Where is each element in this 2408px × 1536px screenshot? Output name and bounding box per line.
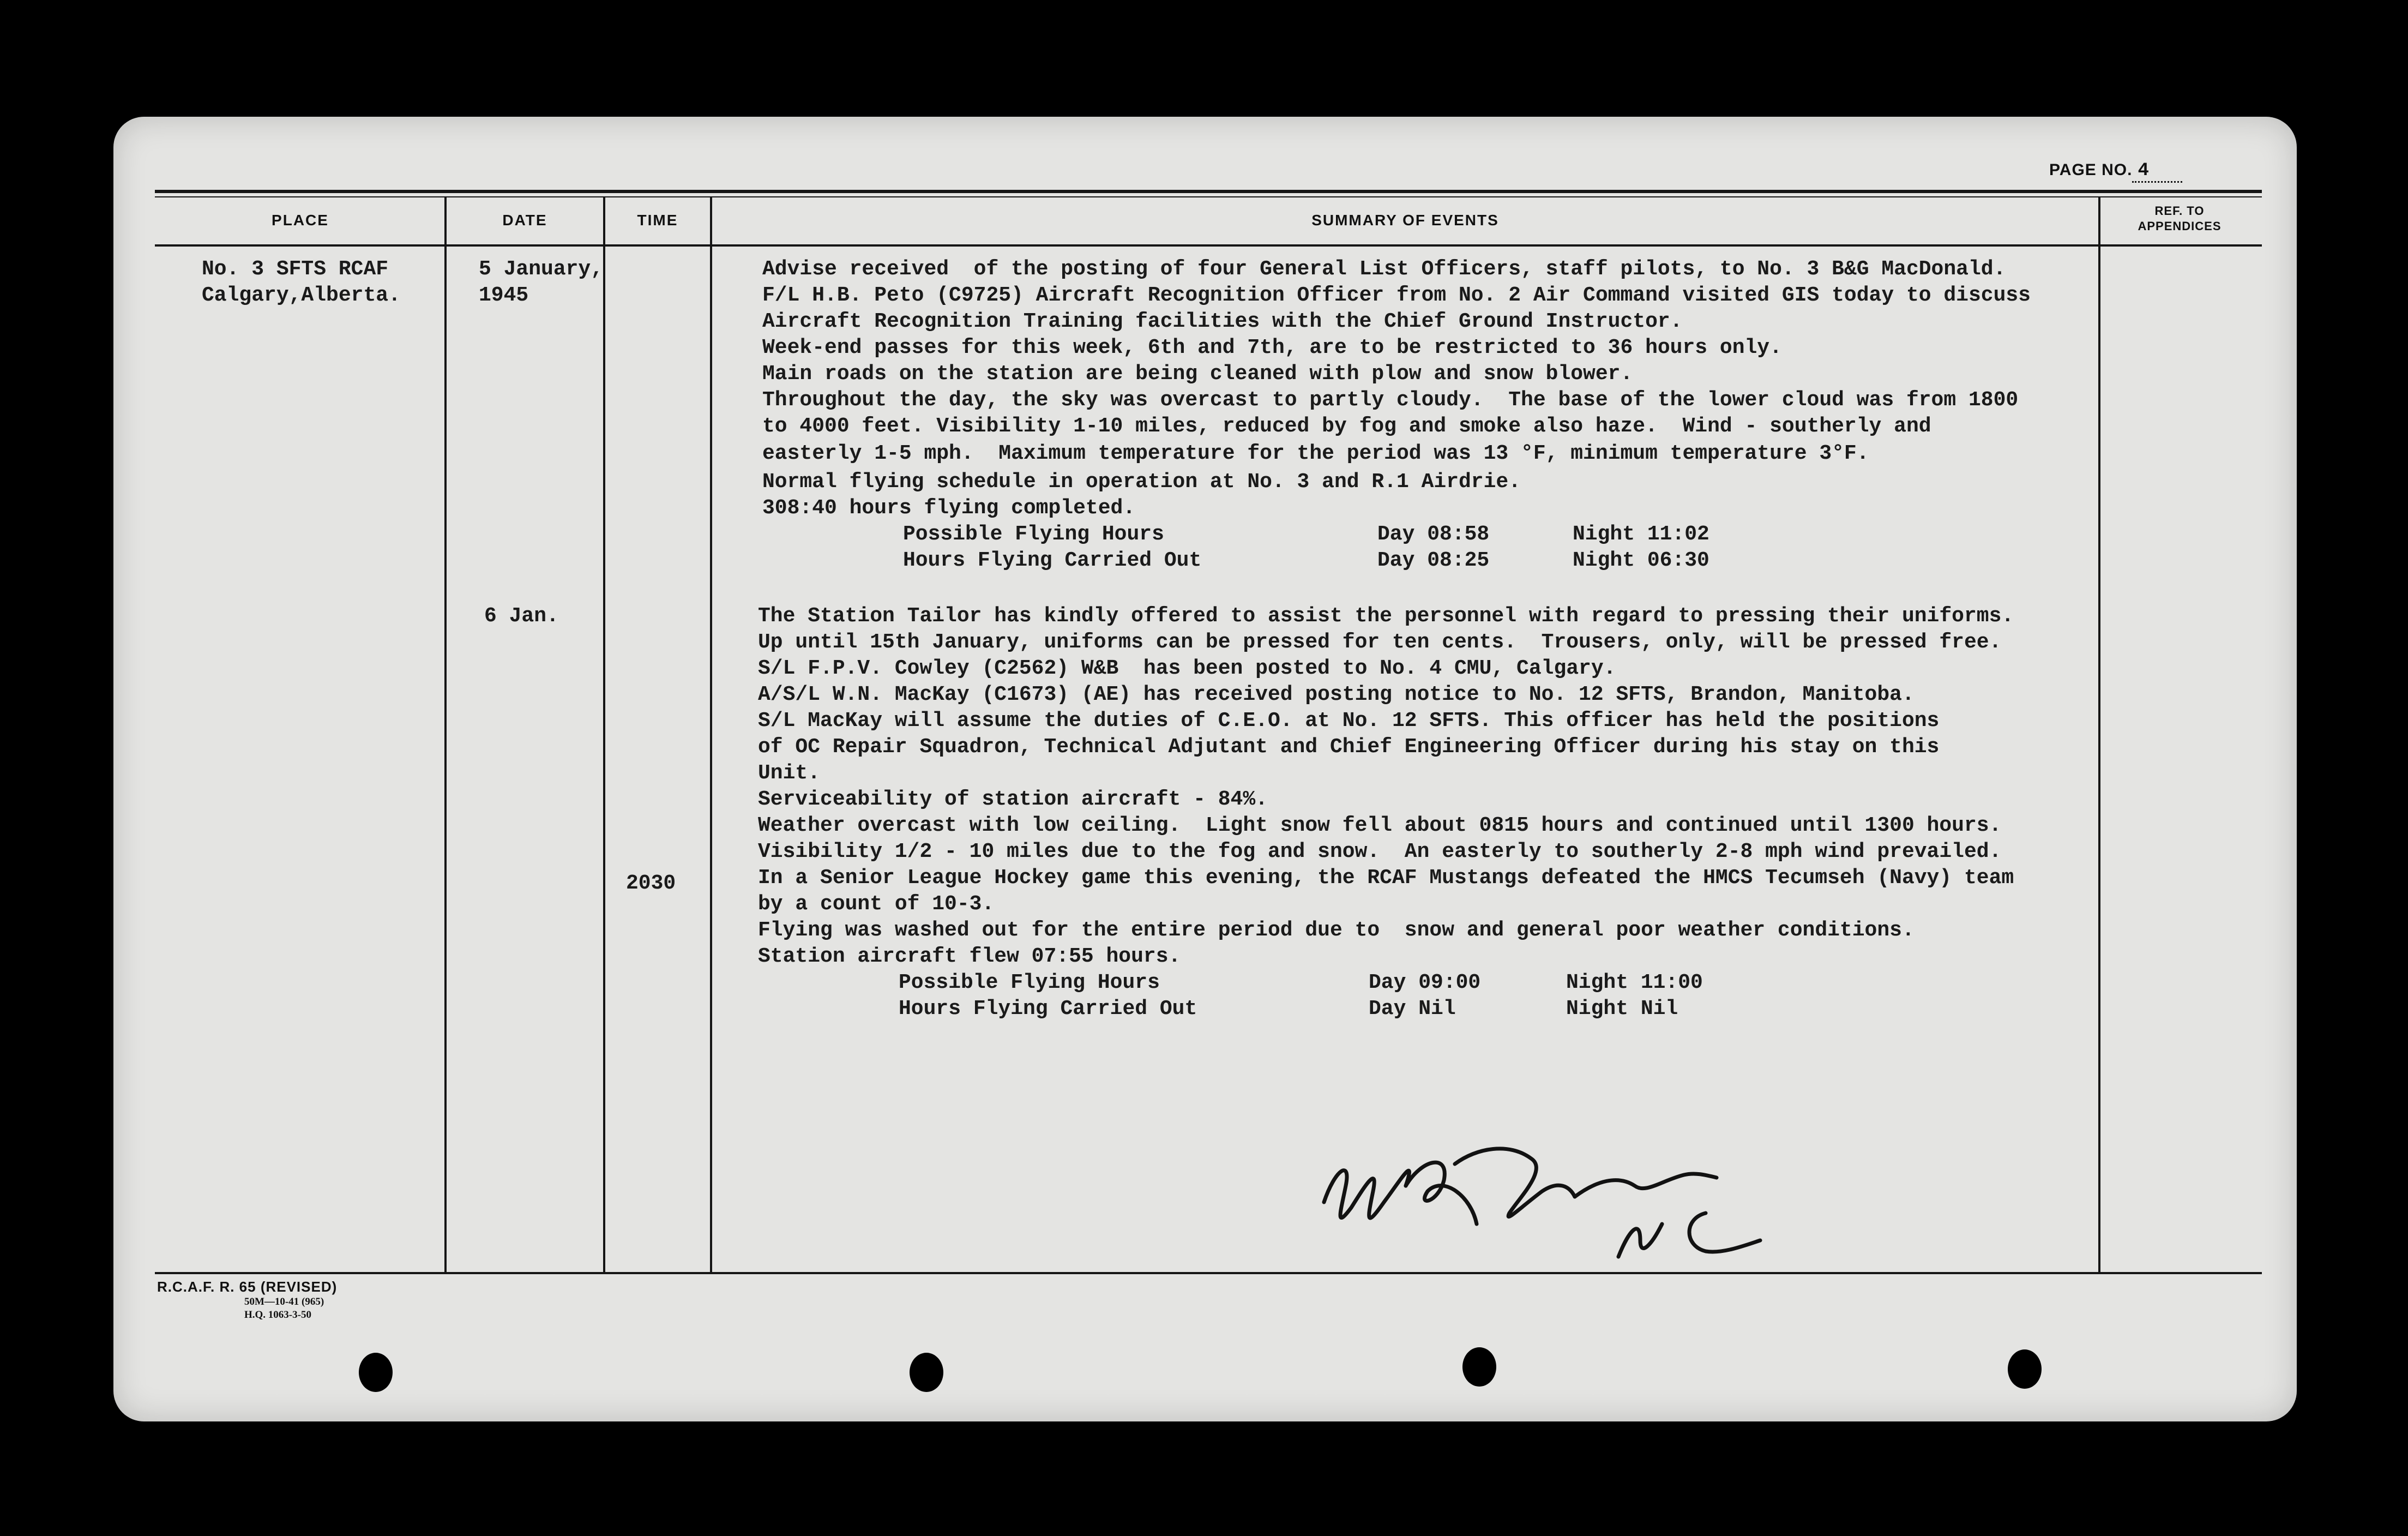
entry-2-time: 2030 (626, 872, 676, 895)
entry-1-line: 308:40 hours flying completed. (762, 496, 1136, 520)
entry-2-line: A/S/L W.N. MacKay (C1673) (AE) has received posting notice to No. 12 SFTS, Brandon, Manitoba. (758, 683, 1915, 706)
punch-hole (2008, 1349, 2042, 1389)
entry-2-line: Serviceability of station aircraft - 84%. (758, 788, 1268, 811)
column-divider-place-date (444, 196, 447, 1273)
entry-1-flying-label: Hours Flying Carried Out (903, 549, 1202, 572)
punch-hole (1462, 1347, 1496, 1387)
header-bottom-rule (155, 244, 2262, 247)
top-rule-thick (155, 190, 2262, 193)
entry-2-flying-day: Day 09:00 (1369, 971, 1481, 994)
entry-1-line: Normal flying schedule in operation at No. 3 and R.1 Airdrie. (762, 470, 1521, 494)
entry-2-line: The Station Tailor has kindly offered to assist the personnel with regard to pressing their uniforms. (758, 604, 2014, 628)
entry-2-line: In a Senior League Hockey game this evening, the RCAF Mustangs defeated the HMCS Tecumseh (Navy) team (758, 866, 2014, 890)
entry-2-line: S/L F.P.V. Cowley (C2562) W&B has been posted to No. 4 CMU, Calgary. (758, 657, 1616, 680)
place-line-1: No. 3 SFTS RCAF (202, 257, 389, 281)
punch-hole (910, 1353, 943, 1392)
column-header-time: TIME (637, 212, 678, 229)
entry-1-flying-day: Day 08:58 (1377, 523, 1490, 546)
form-number-line-3: H.Q. 1063-3-50 (244, 1309, 311, 1321)
entry-2-line: Weather overcast with low ceiling. Light snow fell about 0815 hours and continued until 1300 hours. (758, 814, 2002, 837)
entry-1-line: easterly 1-5 mph. Maximum temperature for the period was 13 °F, minimum temperature 3°F. (762, 442, 1869, 465)
entry-2-flying-label: Possible Flying Hours (899, 971, 1160, 994)
record-card (113, 117, 2297, 1421)
entry-2-line: Station aircraft flew 07:55 hours. (758, 945, 1181, 968)
column-header-place: PLACE (272, 212, 329, 229)
bottom-rule (155, 1272, 2262, 1274)
entry-1-date-line-1: 5 January, (479, 257, 604, 281)
entry-1-flying-label: Possible Flying Hours (903, 523, 1164, 546)
entry-2-flying-night: Night 11:00 (1566, 971, 1703, 994)
column-header-date: DATE (502, 212, 547, 229)
entry-1-line: Week-end passes for this week, 6th and 7th, are to be restricted to 36 hours only. (762, 336, 1782, 359)
entry-1-line: Main roads on the station are being cleaned with plow and snow blower. (762, 362, 1633, 386)
entry-1-line: Aircraft Recognition Training facilities with the Chief Ground Instructor. (762, 310, 1683, 333)
entry-1-line: to 4000 feet. Visibility 1-10 miles, reduced by fog and smoke also haze. Wind - southerly and (762, 415, 1931, 438)
entry-2-line: by a count of 10-3. (758, 892, 995, 916)
column-divider-date-time (603, 196, 605, 1273)
entry-2-line: Visibility 1/2 - 10 miles due to the fog and snow. An easterly to southerly 2-8 mph wind prevailed. (758, 840, 2002, 863)
top-rule-thin (155, 196, 2262, 197)
entry-2-line: Unit. (758, 761, 821, 785)
column-header-summary: SUMMARY OF EVENTS (1311, 212, 1499, 229)
column-header-ref-line1: REF. TO (2154, 204, 2205, 218)
entry-2-flying-night: Night Nil (1566, 997, 1678, 1021)
entry-2-flying-day: Day Nil (1369, 997, 1456, 1021)
entry-2-line: S/L MacKay will assume the duties of C.E.O. at No. 12 SFTS. This officer has held the positions (758, 709, 1940, 733)
entry-1-flying-day: Day 08:25 (1377, 549, 1490, 572)
page-number-value: 4 (2132, 160, 2182, 183)
entry-2-line: of OC Repair Squadron, Technical Adjutant and Chief Engineering Officer during his stay on this (758, 735, 1940, 759)
entry-1-line: Throughout the day, the sky was overcast to partly cloudy. The base of the lower cloud was from 1800 (762, 388, 2019, 412)
entry-2-flying-label: Hours Flying Carried Out (899, 997, 1197, 1021)
column-header-ref-line2: APPENDICES (2138, 219, 2222, 233)
entry-1-flying-night: Night 11:02 (1573, 523, 1709, 546)
page-number (2049, 160, 2182, 181)
form-number-line-2: 50M—10-41 (965) (244, 1296, 324, 1307)
page-number-label: PAGE NO. (2049, 161, 2133, 179)
entry-1-line: Advise received of the posting of four General List Officers, staff pilots, to No. 3 B&G MacDonald. (762, 257, 2006, 281)
entry-1-flying-night: Night 06:30 (1573, 549, 1709, 572)
punch-hole (359, 1353, 393, 1392)
entry-1-date-line-2: 1945 (479, 284, 529, 307)
entry-2-line: Up until 15th January, uniforms can be pressed for ten cents. Trousers, only, will be pressed free. (758, 631, 2002, 654)
form-number-line-1: R.C.A.F. R. 65 (REVISED) (157, 1279, 338, 1295)
form-number (157, 1279, 337, 1322)
entry-2-line: Flying was washed out for the entire period due to snow and general poor weather conditions. (758, 919, 1915, 942)
place-line-2: Calgary,Alberta. (202, 284, 401, 307)
column-divider-time-summary (710, 196, 712, 1273)
entry-1-line: F/L H.B. Peto (C9725) Aircraft Recognition Officer from No. 2 Air Command visited GIS today to discuss (762, 284, 2031, 307)
column-divider-summary-ref (2098, 196, 2100, 1273)
entry-2-date: 6 Jan. (484, 604, 559, 628)
handwritten-signature (1313, 1120, 1847, 1284)
